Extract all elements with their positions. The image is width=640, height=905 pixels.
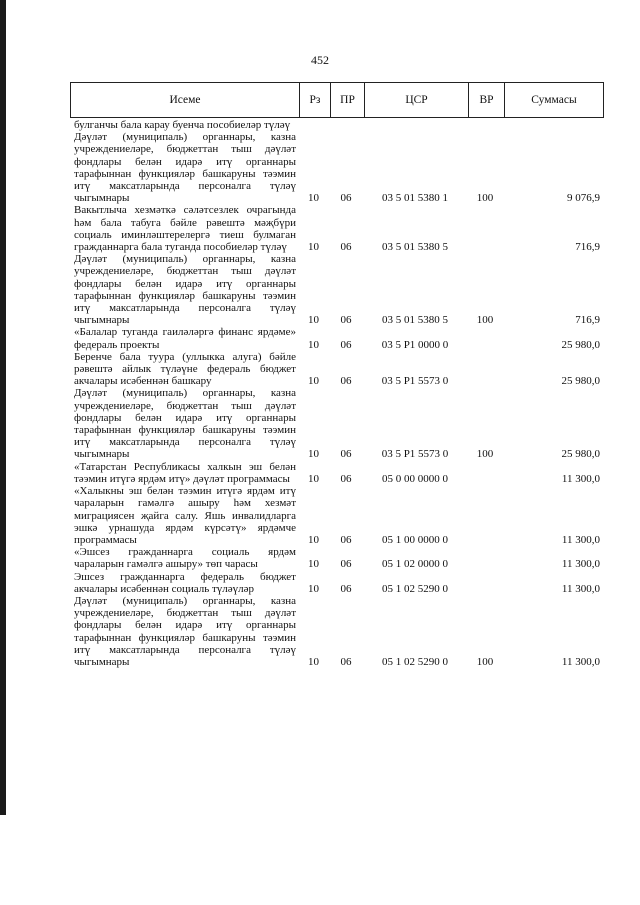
table-row xyxy=(70,253,604,326)
row-name: Вакытлыча хезмәткә сәләтсезлек очрагында һәм бала табуга бәйле рәвештә мәҗбүри социаль иминләштерелергә тиеш булмаган гражданнарга бала туганда пособиеләр түләү xyxy=(74,204,296,254)
row-pr: 06 xyxy=(340,533,352,546)
row-csr: 05 1 00 0000 0 xyxy=(382,533,448,546)
row-rz: 10 xyxy=(308,448,319,461)
row-sum: 11 300,0 xyxy=(561,655,600,668)
table-row xyxy=(70,351,604,388)
row-csr: 03 5 P1 5573 0 xyxy=(381,448,449,461)
table-row xyxy=(70,595,604,668)
row-sum: 9 076,9 xyxy=(567,192,600,205)
row-name: Эшсез гражданнарга федераль бюджет акчалары исәбеннән социаль түләүләр xyxy=(74,570,296,595)
row-rz: 10 xyxy=(308,314,319,327)
row-sum: 25 980,0 xyxy=(561,338,600,351)
row-sum: 716,9 xyxy=(575,241,600,254)
header-rz: Рз xyxy=(299,83,330,117)
row-csr: 03 5 01 5380 5 xyxy=(382,241,448,254)
row-sum: 11 300,0 xyxy=(561,472,600,485)
table-row xyxy=(70,546,604,570)
table-body xyxy=(70,131,604,668)
row-rz: 10 xyxy=(308,533,319,546)
row-pr: 06 xyxy=(340,582,352,595)
row-csr: 05 1 02 5290 0 xyxy=(382,655,448,668)
row-name: Дәүләт (муниципаль) органнары, казна учреждениеләре, бюджеттан тыш дәүләт фондлары белән идарә итү органнары тарафыннан функцияләр башкаруны тәэмин итү максатларында персоналга түләү чыгымнары xyxy=(74,387,296,461)
intro-row xyxy=(70,119,604,131)
row-sum: 25 980,0 xyxy=(561,375,600,388)
budget-table xyxy=(70,82,604,668)
row-rz: 10 xyxy=(308,375,319,388)
row-csr: 05 1 02 5290 0 xyxy=(382,582,448,595)
row-csr: 05 1 02 0000 0 xyxy=(382,558,448,571)
row-name: Дәүләт (муниципаль) органнары, казна учреждениеләре, бюджеттан тыш дәүләт фондлары белән идарә итү органнары тарафыннан функцияләр башкаруны тәэмин итү максатларында персоналга түләү чыгымнары xyxy=(74,594,296,668)
row-pr: 06 xyxy=(340,314,352,327)
row-vr: 100 xyxy=(476,192,494,205)
table-row xyxy=(70,387,604,460)
row-sum: 11 300,0 xyxy=(561,582,600,595)
header-csr: ЦСР xyxy=(364,83,468,117)
table-row xyxy=(70,326,604,350)
table-row xyxy=(70,485,604,546)
row-name: Дәүләт (муниципаль) органнары, казна учреждениеләре, бюджеттан тыш дәүләт фондлары белән идарә итү органнары тарафыннан функцияләр башкаруны тәэмин итү максатларында персоналга түләү чыгымнары xyxy=(74,131,296,205)
row-pr: 06 xyxy=(340,241,352,254)
row-csr: 03 5 01 5380 1 xyxy=(382,192,448,205)
row-pr: 06 xyxy=(340,472,352,485)
table-header-row xyxy=(70,82,604,118)
row-pr: 06 xyxy=(340,448,352,461)
row-csr: 05 0 00 0000 0 xyxy=(382,472,448,485)
row-rz: 10 xyxy=(308,582,319,595)
row-vr: 100 xyxy=(476,314,494,327)
row-name: «Татарстан Республикасы халкын эш белән тәэмин итүгә ярдәм итү» дәүләт программасы xyxy=(74,460,296,485)
row-pr: 06 xyxy=(340,375,352,388)
row-name: «Халыкны эш белән тәэмин итүгә ярдәм итү чараларын гамәлгә ашыру һәм хезмәт миграциясен җайга салу. Яшь инвалидларга эшкә урнашуда ярдәм күрсәтү» ярдәмче программасы xyxy=(74,485,296,546)
row-pr: 06 xyxy=(340,655,352,668)
page-number: 452 xyxy=(311,53,329,67)
row-rz: 10 xyxy=(308,655,319,668)
row-csr: 03 5 P1 0000 0 xyxy=(381,338,449,351)
row-rz: 10 xyxy=(308,192,319,205)
intro-text: булганчы бала карау буенча пособиеләр түләү xyxy=(74,119,291,131)
row-csr: 03 5 P1 5573 0 xyxy=(381,375,449,388)
table-row xyxy=(70,131,604,204)
row-name: Беренче бала туура (уллыкка алуга) бәйле рәвештә айлык түләүне федераль бюджет акчалары исәбеннән башкару xyxy=(74,350,296,388)
row-rz: 10 xyxy=(308,338,319,351)
row-pr: 06 xyxy=(340,192,352,205)
row-rz: 10 xyxy=(308,558,319,571)
row-rz: 10 xyxy=(308,472,319,485)
header-sum: Суммасы xyxy=(504,83,603,117)
row-pr: 06 xyxy=(340,558,352,571)
row-vr: 100 xyxy=(476,448,494,461)
row-name: Дәүләт (муниципаль) органнары, казна учреждениеләре, бюджеттан тыш дәүләт фондлары белән идарә итү органнары тарафыннан функцияләр башкаруны тәэмин итү максатларында персоналга түләү чыгымнары xyxy=(74,253,296,327)
header-pr: ПР xyxy=(330,83,364,117)
table-row xyxy=(70,461,604,485)
row-name: «Балалар туганда гаиләләргә финанс ярдәме» федераль проекты xyxy=(74,326,296,351)
row-sum: 25 980,0 xyxy=(561,448,600,461)
row-sum: 716,9 xyxy=(575,314,600,327)
scan-edge-bar xyxy=(0,0,6,815)
row-pr: 06 xyxy=(340,338,352,351)
table-row xyxy=(70,571,604,595)
row-sum: 11 300,0 xyxy=(561,558,600,571)
row-name: «Эшсез гражданнарга социаль ярдәм чараларын гамәлгә ашыру» төп чарасы xyxy=(74,546,296,571)
header-vr: ВР xyxy=(468,83,504,117)
row-rz: 10 xyxy=(308,241,319,254)
row-csr: 03 5 01 5380 5 xyxy=(382,314,448,327)
row-vr: 100 xyxy=(476,655,494,668)
header-name: Исеме xyxy=(169,94,201,106)
table-row xyxy=(70,204,604,253)
row-sum: 11 300,0 xyxy=(561,533,600,546)
